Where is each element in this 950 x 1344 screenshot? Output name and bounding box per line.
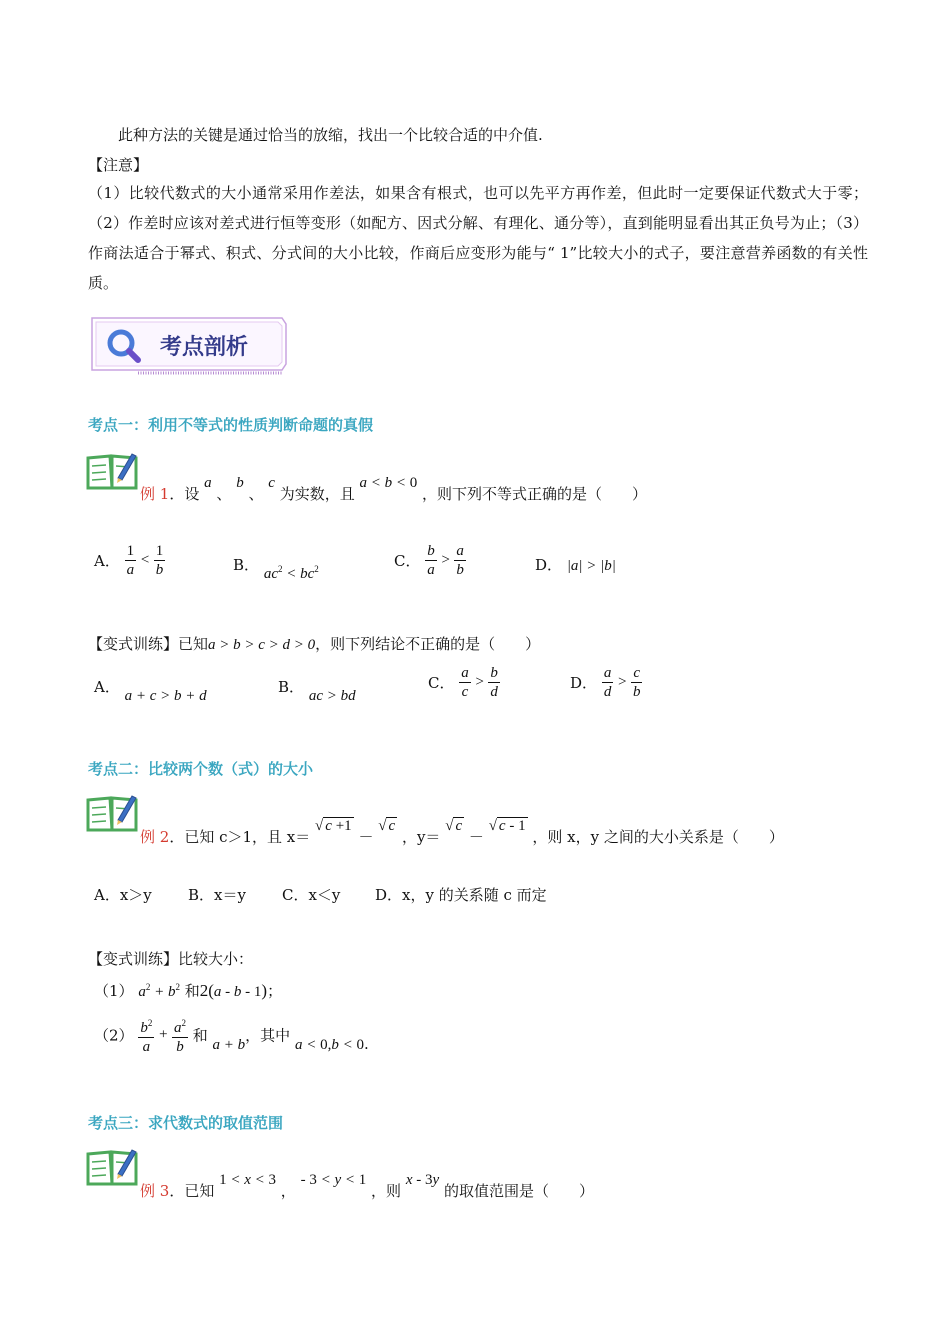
book-pencil-icon	[86, 1146, 138, 1186]
example-2: 例 2．已知 c＞1，且 x＝ √ c +1 － √ c ，y＝ √ c － √ c - 1 ，则 x，y 之间的大小关系是（ ）	[140, 818, 784, 846]
variation-1-option-c: C． $\frac{a}{c}$ > $\frac{b}{d}$	[428, 665, 498, 700]
section-3-title: 考点三：求代数式的取值范围	[88, 1114, 284, 1132]
example-1-option-a: A． $\frac{1}{a}$ < $\frac{1}{b}$	[94, 543, 164, 578]
example-2-option-d: D．x，y 的关系随 c 而定	[375, 886, 547, 904]
example-2-label: 例 2	[140, 828, 170, 846]
banner-title: 考点剖析	[160, 335, 249, 360]
example-2-option-a: A．x＞y	[94, 886, 152, 904]
intro-text: 此种方法的关键是通过恰当的放缩，找出一个比较合适的中介值.	[118, 126, 543, 144]
example-1-option-b: B． $ac^2 < bc^2$	[233, 556, 319, 582]
section-banner	[88, 314, 290, 376]
section-1-title: 考点一：利用不等式的性质判断命题的真假	[88, 416, 374, 434]
example-1-option-d: D． |a| > |b|	[535, 556, 616, 574]
variation-2-item-1: （1） $a^2 + b^2$ 和2(a - b - 1)；	[94, 981, 283, 1000]
example-1-option-c: C． $\frac{b}{a}$ > $\frac{a}{b}$	[394, 543, 464, 578]
variation-2-title: 【变式训练】比较大小：	[88, 950, 254, 968]
search-icon	[104, 326, 144, 366]
book-pencil-icon	[86, 792, 138, 832]
example-2-option-b: B．x＝y	[188, 886, 246, 904]
variation-1-option-a: A． a + c > b + d	[94, 678, 207, 704]
example-2-option-c: C．x＜y	[282, 886, 341, 904]
variation-2-item-2: （2） $\frac{b^2}{a}$ + $\frac{a^2}{b}$ 和 a + b，其中 a < 0,b < 0.	[94, 1014, 369, 1056]
example-1: 例 1．设 a 、 b 、 c 为实数，且 a < b < 0 ，则下列不等式正确的是（ ）	[140, 475, 648, 503]
example-1-label: 例 1	[140, 485, 170, 503]
variation-1-option-d: D． $\frac{a}{d}$ > $\frac{c}{b}$	[570, 665, 641, 700]
note-title: 【注意】	[88, 156, 149, 174]
variation-1: 【变式训练】已知a > b > c > d > 0，则下列结论不正确的是（ ）	[88, 635, 541, 653]
variation-1-option-b: B． ac > bd	[278, 678, 356, 704]
example-3: 例 3．已知 1 < x < 3 ， - 3 < y < 1 ，则 x - 3y 的取值范围是（ ）	[140, 1172, 594, 1200]
section-2-title: 考点二：比较两个数（式）的大小	[88, 760, 314, 778]
example-3-label: 例 3	[140, 1182, 170, 1200]
book-pencil-icon	[86, 450, 138, 490]
note-body: （1）比较代数式的大小通常采用作差法，如果含有根式，也可以先平方再作差，但此时一定要保证代数式大于零；（2）作差时应该对差式进行恒等变形（如配方、因式分解、有理化、通分等），直到能明显看出其正负号为止；（3）作商法适合于幂式、积式、分式间的大小比较，作商后应变形为能与“ 1”比较大小的式子，要注意营养函数的有关性质。	[88, 184, 868, 292]
